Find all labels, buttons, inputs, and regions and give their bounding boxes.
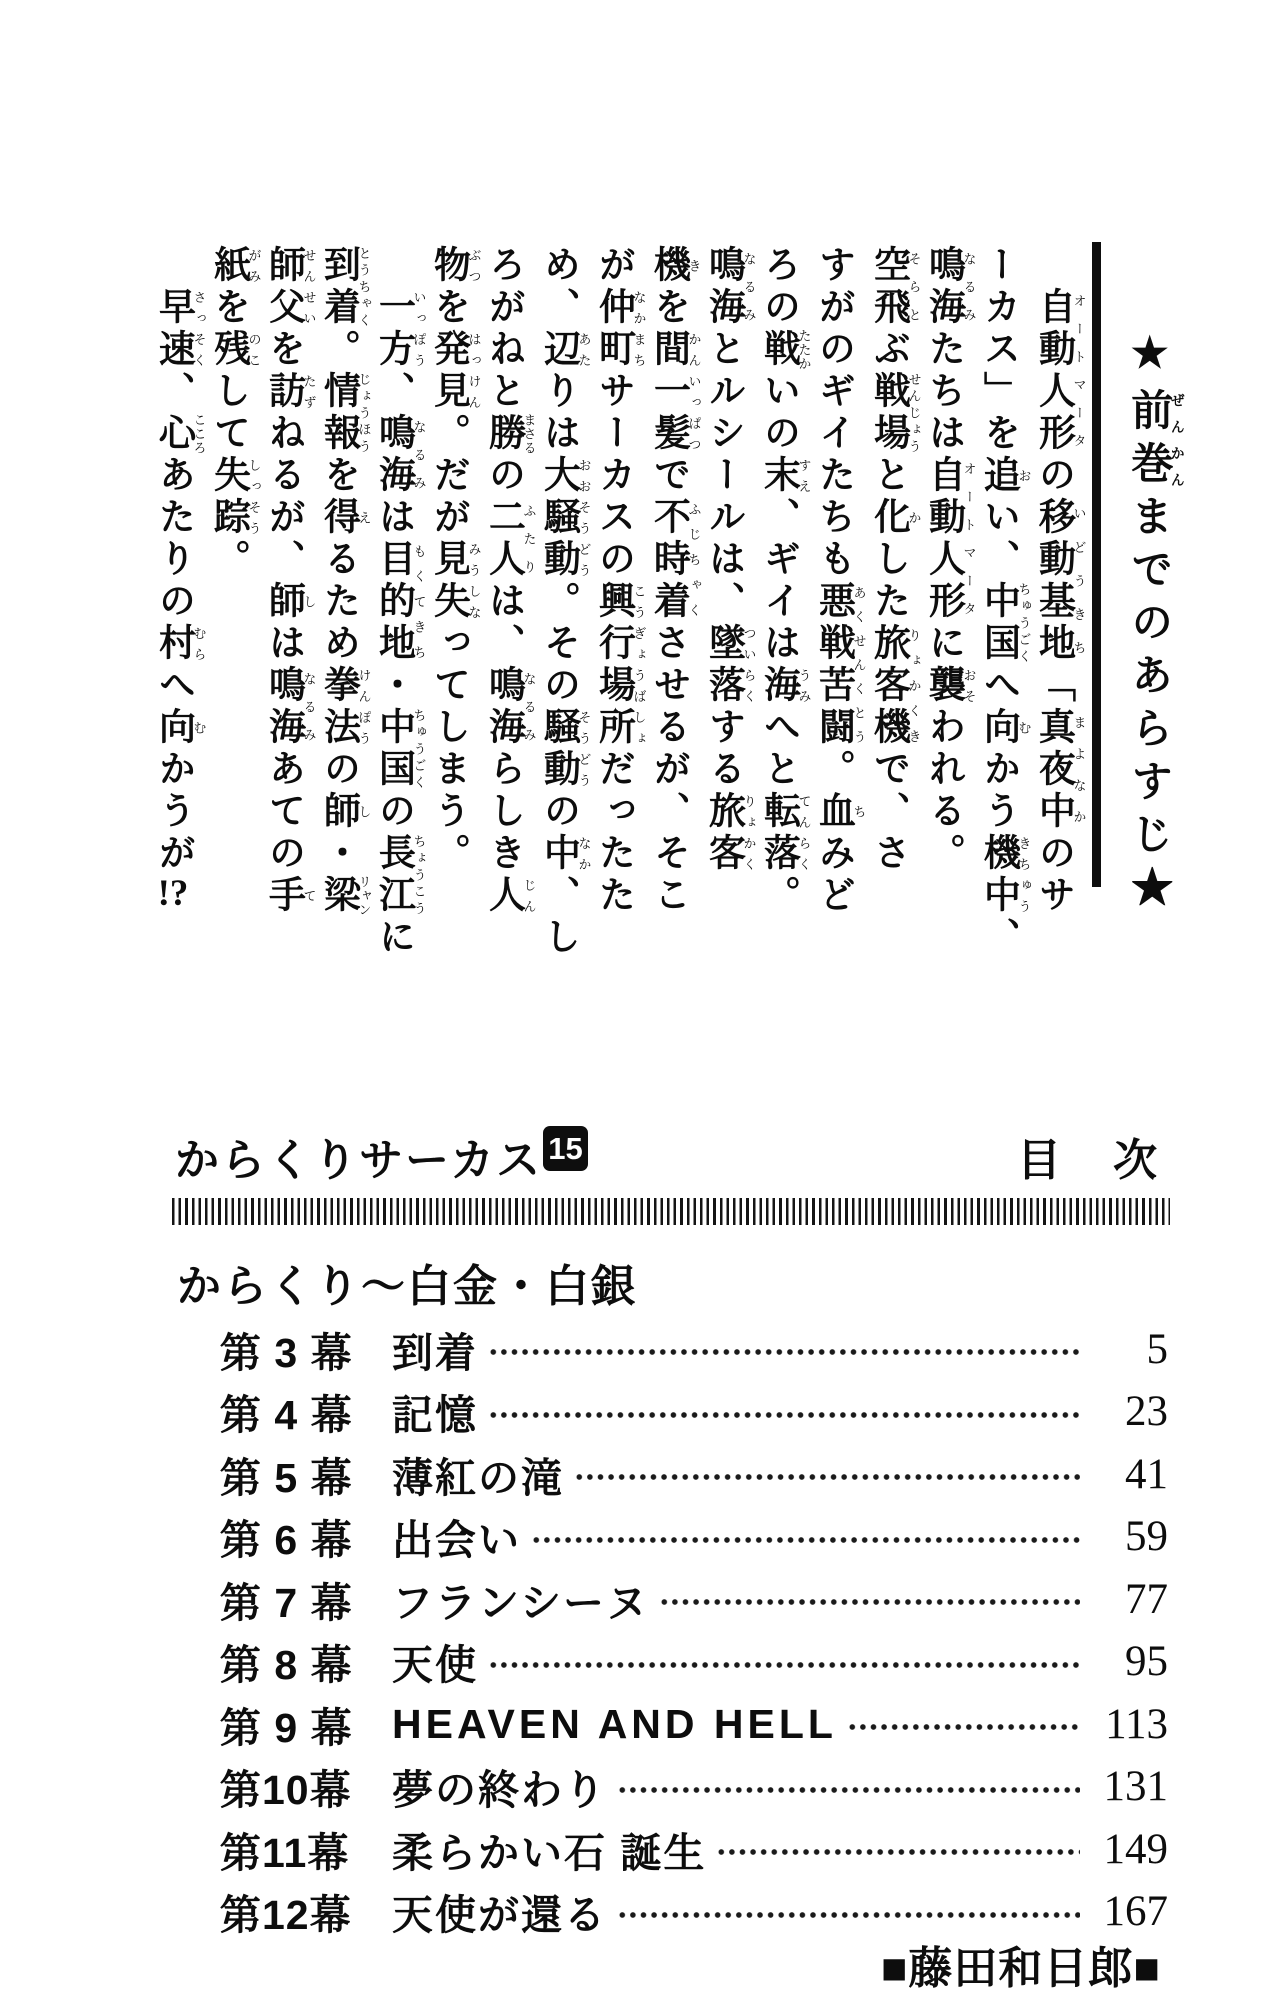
synopsis-column: [536, 245, 591, 1005]
dot-leader: [617, 1784, 1080, 1796]
text-segment: かうが: [152, 749, 194, 875]
text-segment: 。その: [537, 581, 579, 707]
ruby-text-segment: 見失みうしな: [427, 539, 482, 623]
text-segment: だったた: [592, 749, 634, 917]
text-segment: るため: [317, 539, 359, 665]
ruby-text-segment: 鳴海なるみ: [262, 665, 317, 749]
text-segment: のサ: [1032, 833, 1074, 917]
ruby-text-segment: 訪たず: [262, 371, 317, 413]
page-number: 77: [1125, 1575, 1168, 1623]
text-segment: を: [647, 287, 689, 329]
ruby-text-segment: 拳法けんぽう: [317, 665, 372, 749]
synopsis-column: [866, 245, 921, 1005]
ruby-text-segment: 鳴海なるみ: [702, 245, 757, 329]
synopsis-column: [591, 245, 646, 1005]
text-segment: ろの: [757, 245, 799, 329]
ruby-text-segment: 興行場所こうぎょうばしょ: [592, 581, 647, 749]
synopsis-body: [150, 245, 1086, 1005]
ruby-text-segment: 前巻ぜんかん: [1126, 388, 1186, 494]
contents-label: 目 次: [1017, 1136, 1161, 1185]
ruby-text-segment: 残のこ: [207, 329, 262, 371]
ruby-text-segment: 墜落ついらく: [702, 623, 757, 707]
text-segment: が: [592, 245, 634, 287]
text-segment: の: [317, 749, 359, 791]
text-segment: は: [262, 623, 304, 665]
ruby-text-segment: 到着とうちゃく: [317, 245, 372, 329]
striped-divider: [172, 1198, 1170, 1225]
text-segment: 。: [317, 329, 359, 371]
ruby-text-segment: 鳴海なるみ: [922, 245, 977, 329]
ruby-text-segment: 辺あた: [537, 329, 592, 371]
ruby-text-segment: 化か: [867, 497, 922, 539]
text-segment: たちは: [922, 329, 964, 455]
text-segment: 、ギイは: [757, 497, 799, 665]
text-segment: した: [867, 539, 909, 623]
toc-row: [220, 1818, 1168, 1881]
ruby-text-segment: 鳴海なるみ: [482, 665, 537, 749]
text-segment: とルシールは、: [702, 329, 744, 623]
ruby-text-segment: 機中きちゅう: [977, 833, 1032, 917]
ruby-text-segment: 機き: [647, 245, 702, 287]
dot-leader: [617, 1909, 1080, 1921]
page-number: 149: [1103, 1825, 1168, 1873]
text-segment: は、: [482, 581, 524, 665]
synopsis-column: [481, 245, 536, 1005]
text-segment: を: [207, 287, 249, 329]
text-segment: は: [372, 497, 414, 539]
ruby-text-segment: 長江ちょうこう: [372, 833, 427, 917]
ruby-text-segment: 戦たたか: [757, 329, 812, 371]
ruby-text-segment: 戦場せんじょう: [867, 371, 922, 455]
text-segment: 、: [372, 371, 414, 413]
chapter-title: 到着: [392, 1329, 478, 1376]
text-segment: ・: [372, 665, 414, 707]
text-segment: 、: [152, 371, 194, 413]
text-segment: に: [922, 623, 964, 665]
page-number: 131: [1103, 1763, 1168, 1811]
ruby-text-segment: 向む: [977, 707, 1032, 749]
text-segment: りは: [537, 371, 579, 455]
ruby-text-segment: 心こころ: [152, 413, 207, 455]
ruby-text-segment: 勝まさる: [482, 413, 537, 455]
text-segment: ろがねと: [482, 245, 524, 413]
text-segment: ぶ: [867, 329, 909, 371]
dot-leader: [488, 1659, 1080, 1671]
text-segment: ねるが、: [262, 413, 304, 581]
ruby-text-segment: 悪戦苦闘あくせんくとう: [812, 581, 867, 749]
synopsis-column: [646, 245, 701, 1005]
ruby-text-segment: 物ぶつ: [427, 245, 482, 287]
ruby-text-segment: 情報じょうほう: [317, 371, 372, 455]
toc-row: [220, 1506, 1168, 1569]
ruby-text-segment: 騒動そうどう: [537, 707, 592, 791]
dot-leader: [659, 1596, 1080, 1608]
text-segment: !?: [157, 875, 189, 912]
dot-leader: [574, 1471, 1080, 1483]
ruby-text-segment: 真夜中まよなか: [1032, 707, 1087, 833]
synopsis-header: [1116, 328, 1185, 928]
ruby-text-segment: 大騒動おおそうどう: [537, 455, 592, 581]
toc-row: [220, 1443, 1168, 1506]
text-segment: あての: [262, 749, 304, 875]
synopsis-column: [426, 245, 481, 1005]
text-segment: で、さ: [867, 749, 909, 875]
chapter-label: 第 7 幕: [220, 1579, 353, 1626]
text-segment: を: [427, 287, 469, 329]
volume-badge: [543, 1126, 588, 1171]
text-segment: を: [317, 455, 359, 497]
ruby-text-segment: 中国ちゅうごく: [977, 581, 1032, 665]
text-segment: いの: [757, 371, 799, 455]
chapter-title: 夢の終わり: [392, 1767, 607, 1814]
ruby-text-segment: 人じん: [482, 875, 537, 917]
synopsis-column: [811, 245, 866, 1005]
ruby-text-segment: 襲おそ: [922, 665, 977, 707]
ruby-text-segment: 中なか: [537, 833, 592, 875]
chapter-label: 第 9 幕: [220, 1704, 353, 1751]
ruby-text-segment: 間一髪かんいっぱつ: [647, 329, 702, 455]
ruby-text-segment: 不時着ふじちゃく: [647, 497, 702, 623]
synopsis-column: [206, 245, 261, 1005]
text-segment: かう: [977, 749, 1019, 833]
ruby-text-segment: 早速さっそく: [152, 287, 207, 371]
text-segment: と: [867, 455, 909, 497]
toc-section-title: からくり～白金・白銀: [177, 1262, 637, 1311]
toc-row: [220, 1756, 1168, 1819]
chapter-title: フランシーヌ: [392, 1579, 649, 1626]
ruby-text-segment: 中国ちゅうごく: [372, 707, 427, 791]
chapter-title: HEAVEN AND HELL: [392, 1700, 837, 1747]
chapter-label: 第 4 幕: [220, 1392, 353, 1439]
ruby-text-segment: 向む: [152, 707, 207, 749]
text-segment: ってしまう。: [427, 623, 469, 875]
toc-row: [220, 1381, 1168, 1444]
ruby-text-segment: 手て: [262, 875, 317, 917]
ruby-text-segment: 仲町なかまち: [592, 287, 647, 371]
ruby-text-segment: 移動基地いどうきち: [1032, 497, 1087, 665]
synopsis-column: [371, 245, 426, 1005]
text-segment: われる。: [922, 707, 964, 875]
synopsis-column: [261, 245, 316, 1005]
text-segment: 、: [977, 917, 1019, 959]
text-segment: ーカス」を: [977, 245, 1019, 455]
ruby-text-segment: 自動人形オートマータ: [1032, 287, 1087, 455]
ruby-text-segment: 得え: [317, 497, 372, 539]
synopsis-column: [701, 245, 756, 1005]
text-segment: させるが、そこ: [647, 623, 689, 917]
page-number: 5: [1146, 1325, 1168, 1373]
ruby-text-segment: 村むら: [152, 623, 207, 665]
ruby-text-segment: 自動人形オートマータ: [922, 455, 977, 623]
synopsis-column: [756, 245, 811, 1005]
text-segment: に: [372, 917, 414, 959]
chapter-title: 天使が還る: [392, 1892, 607, 1939]
ruby-text-segment: 梁リャン: [317, 875, 372, 917]
chapter-label: 第 6 幕: [220, 1517, 353, 1564]
text-segment: め、: [537, 245, 579, 329]
vertical-divider-rule: [1092, 242, 1101, 887]
page-number: 113: [1105, 1700, 1168, 1748]
ruby-text-segment: 旅客機りょかくき: [867, 623, 922, 749]
chapter-label: 第11幕: [220, 1829, 350, 1876]
text-segment: へ: [977, 665, 1019, 707]
dot-leader: [716, 1846, 1080, 1858]
text-segment: い、: [977, 497, 1019, 581]
volume-number: 15: [548, 1130, 583, 1166]
chapter-title: 薄紅の滝: [392, 1454, 564, 1501]
dot-leader: [531, 1534, 1080, 1546]
text-segment: の: [372, 791, 414, 833]
page-number: 95: [1125, 1638, 1168, 1686]
chapter-label: 第 3 幕: [220, 1329, 353, 1376]
chapter-title: 出会い: [392, 1517, 521, 1564]
text-segment: ★: [1126, 328, 1174, 388]
text-segment: みど: [812, 833, 854, 917]
toc-row: [220, 1568, 1168, 1631]
ruby-text-segment: 失踪しっそう: [207, 455, 262, 539]
chapter-label: 第 8 幕: [220, 1642, 353, 1689]
text-segment: へと: [757, 707, 799, 791]
chapter-title: 記憶: [392, 1392, 478, 1439]
text-segment: の: [482, 455, 524, 497]
ruby-text-segment: 追お: [977, 455, 1032, 497]
synopsis-column: [151, 245, 206, 1005]
ruby-text-segment: 旅客りょかく: [702, 791, 757, 875]
ruby-text-segment: 鳴海なるみ: [372, 413, 427, 497]
ruby-text-segment: 二人ふたり: [482, 497, 537, 581]
synopsis-column: [1031, 245, 1086, 1005]
text-segment: 。: [207, 539, 249, 581]
text-segment: して: [207, 371, 249, 455]
ruby-text-segment: 目的地もくてきち: [372, 539, 427, 665]
dot-leader: [488, 1409, 1080, 1421]
chapter-title: 柔らかい石 誕生: [392, 1829, 707, 1876]
ruby-text-segment: 師し: [262, 581, 317, 623]
chapter-label: 第12幕: [220, 1892, 352, 1939]
text-segment: 、し: [537, 875, 579, 959]
page-number: 167: [1103, 1888, 1168, 1936]
author-credit: ■藤田和日郎■: [880, 1944, 1161, 1993]
text-segment: で: [647, 455, 689, 497]
text-segment: 。: [812, 749, 854, 791]
toc-row: [220, 1693, 1168, 1756]
chapter-title: 天使: [392, 1642, 478, 1689]
text-segment: ・: [317, 833, 359, 875]
synopsis-column: [921, 245, 976, 1005]
toc-rows: [220, 1318, 1168, 1943]
text-segment: 。: [757, 875, 799, 917]
page-number: 41: [1125, 1450, 1168, 1498]
ruby-text-segment: 海うみ: [757, 665, 812, 707]
toc-row: [220, 1631, 1168, 1694]
chapter-label: 第 5 幕: [220, 1454, 353, 1501]
ruby-text-segment: 師し: [317, 791, 372, 833]
synopsis-column: [976, 245, 1031, 1005]
ruby-text-segment: 一方いっぽう: [372, 287, 427, 371]
text-segment: サーカスの: [592, 371, 634, 581]
toc-row: [220, 1318, 1168, 1381]
ruby-text-segment: 師父せんせい: [262, 245, 317, 329]
text-segment: すがのギイたちも: [812, 245, 854, 581]
page-number: 23: [1125, 1388, 1168, 1436]
text-segment: あたりの: [152, 455, 194, 623]
ruby-text-segment: 血ち: [812, 791, 867, 833]
page-number: 59: [1125, 1513, 1168, 1561]
ruby-text-segment: 空飛そらと: [867, 245, 922, 329]
text-segment: へ: [152, 665, 194, 707]
ruby-text-segment: 紙がみ: [207, 245, 262, 287]
text-segment: を: [262, 329, 304, 371]
ruby-text-segment: 転落てんらく: [757, 791, 812, 875]
text-segment: の: [537, 791, 579, 833]
series-title: からくりサーカス: [175, 1136, 543, 1185]
chapter-label: 第10幕: [220, 1767, 352, 1814]
synopsis-column: [316, 245, 371, 1005]
ruby-text-segment: 発見はっけん: [427, 329, 482, 413]
ruby-text-segment: 末すえ: [757, 455, 812, 497]
text-segment: 。だが: [427, 413, 469, 539]
dot-leader: [488, 1346, 1080, 1358]
text-segment: までのあらすじ★: [1126, 494, 1174, 918]
text-segment: 「: [1032, 665, 1074, 707]
text-segment: の: [1032, 455, 1074, 497]
text-segment: する: [702, 707, 744, 791]
text-segment: らしき: [482, 749, 524, 875]
dot-leader: [847, 1721, 1080, 1733]
